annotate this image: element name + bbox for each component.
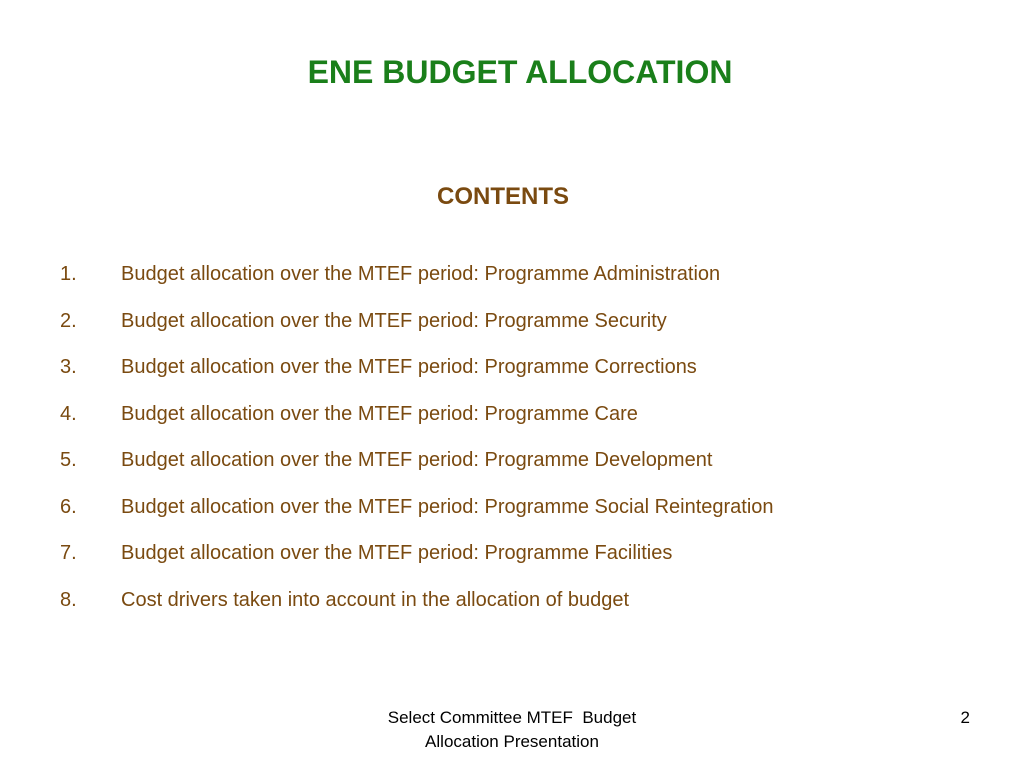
footer-line-1: Select Committee MTEF Budget [387,708,637,727]
list-item-text: Budget allocation over the MTEF period: Programme Social Reintegration [121,495,774,518]
list-item-number: 7. [60,542,77,564]
contents-list [60,262,1000,634]
list-item-number: 4. [60,402,77,425]
list-item [60,588,1000,635]
list-item [60,262,1000,309]
page-number: 2 [960,708,970,727]
list-item-text: Budget allocation over the MTEF period: Programme Corrections [121,356,697,378]
list-item-number: 3. [60,356,77,378]
list-item-number: 2. [60,309,77,332]
list-item [60,402,1000,449]
list-item-text: Budget allocation over the MTEF period: Programme Administration [121,263,721,285]
list-item-number: 1. [60,263,77,285]
list-item [60,495,1000,542]
list-item-text: Budget allocation over the MTEF period: Programme Security [121,309,667,332]
list-item-text: Cost drivers taken into account in the allocation of budget [121,588,630,611]
list-item [60,541,1000,588]
list-item-text: Budget allocation over the MTEF period: Programme Facilities [121,542,673,564]
slide-title: ENE BUDGET ALLOCATION [307,54,733,90]
list-item-number: 6. [60,495,77,518]
list-item [60,309,1000,356]
list-item [60,448,1000,495]
footer-line-2: Allocation Presentation [425,732,599,751]
list-item-text: Budget allocation over the MTEF period: Programme Care [121,402,638,425]
list-item-number: 8. [60,588,77,611]
list-item [60,355,1000,402]
contents-heading: CONTENTS [437,183,569,210]
footer-caption [362,706,662,754]
list-item-number: 5. [60,449,77,471]
list-item-text: Budget allocation over the MTEF period: Programme Development [121,449,713,471]
